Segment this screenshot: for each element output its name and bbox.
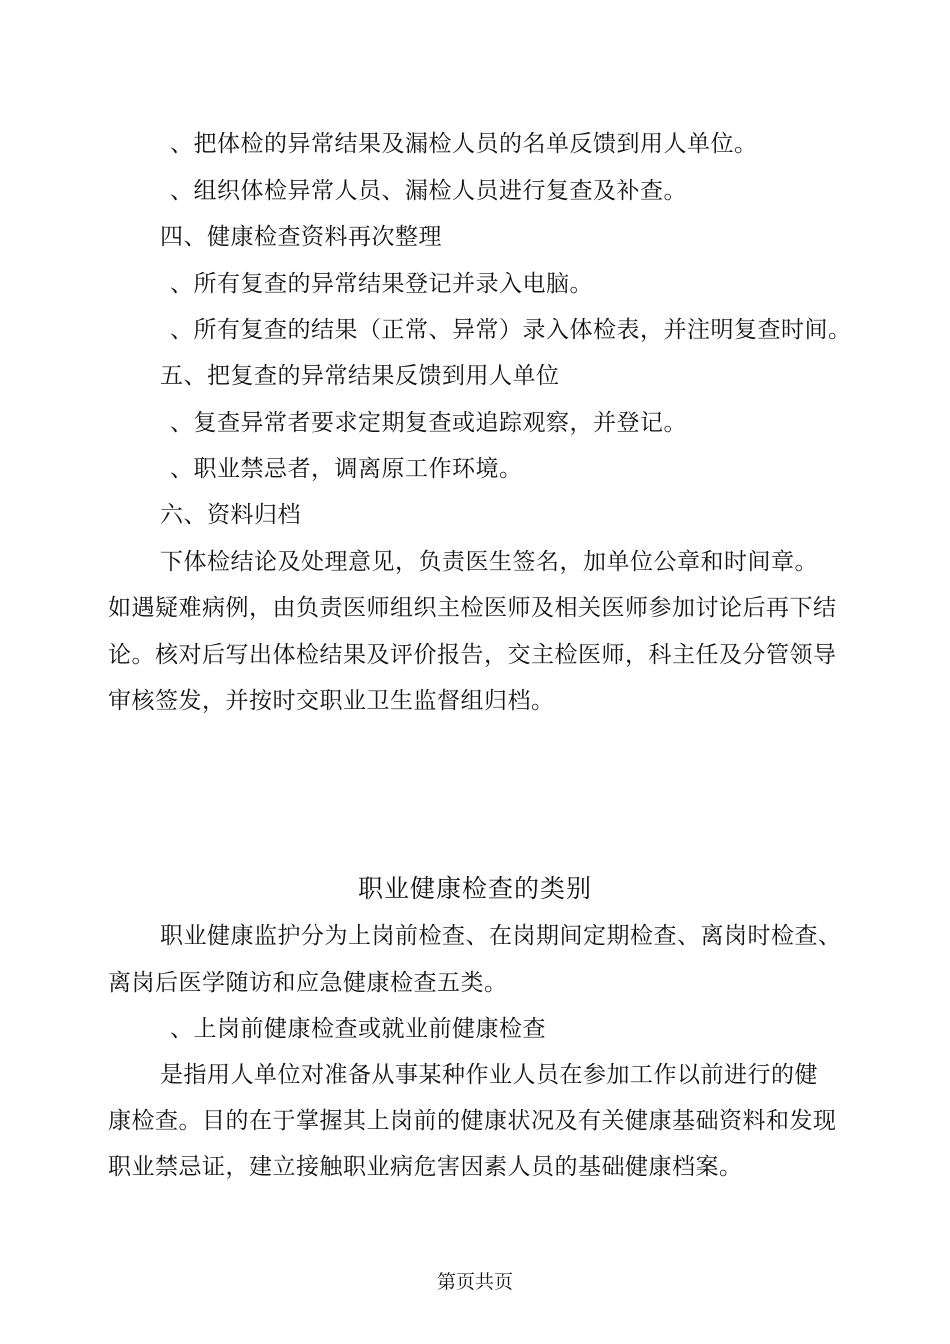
section-heading: 五、把复查的异常结果反馈到用人单位 <box>160 363 560 389</box>
paragraph-line: 离岗后医学随访和应急健康检查五类。 <box>108 970 508 996</box>
list-item: 、复查异常者要求定期复查或追踪观察，并登记。 <box>170 410 687 436</box>
subheading: 、上岗前健康检查或就业前健康检查 <box>170 1016 546 1042</box>
list-item: 、组织体检异常人员、漏检人员进行复查及补查。 <box>170 178 687 204</box>
paragraph-line: 职业健康监护分为上岗前检查、在岗期间定期检查、离岗时检查、 <box>160 923 842 949</box>
list-item: 、把体检的异常结果及漏检人员的名单反馈到用人单位。 <box>170 131 758 157</box>
paragraph-line: 下体检结论及处理意见，负责医生签名，加单位公章和时间章。 <box>160 549 818 575</box>
list-item: 、所有复查的结果（正常、异常）录入体检表，并注明复查时间。 <box>170 317 852 343</box>
list-item: 、职业禁忌者，调离原工作环境。 <box>170 456 523 482</box>
paragraph-line: 如遇疑难病例，由负责医师组织主检医师及相关医师参加讨论后再下结 <box>108 595 837 621</box>
paragraph-line: 审核签发，并按时交职业卫生监督组归档。 <box>108 688 555 714</box>
section-heading: 六、资料归档 <box>160 502 301 528</box>
paragraph-line: 论。核对后写出体检结果及评价报告，交主检医师，科主任及分管领导 <box>108 642 837 668</box>
paragraph-line: 职业禁忌证，建立接触职业病危害因素人员的基础健康档案。 <box>108 1154 743 1180</box>
section-heading: 四、健康检查资料再次整理 <box>160 224 442 250</box>
list-item: 、所有复查的异常结果登记并录入电脑。 <box>170 271 593 297</box>
page-footer: 第页共页 <box>436 1271 513 1293</box>
paragraph-line: 是指用人单位对准备从事某种作业人员在参加工作以前进行的健 <box>160 1062 818 1088</box>
paragraph-line: 康检查。目的在于掌握其上岗前的健康状况及有关健康基础资料和发现 <box>108 1108 837 1134</box>
article-title: 职业健康检查的类别 <box>357 874 592 903</box>
